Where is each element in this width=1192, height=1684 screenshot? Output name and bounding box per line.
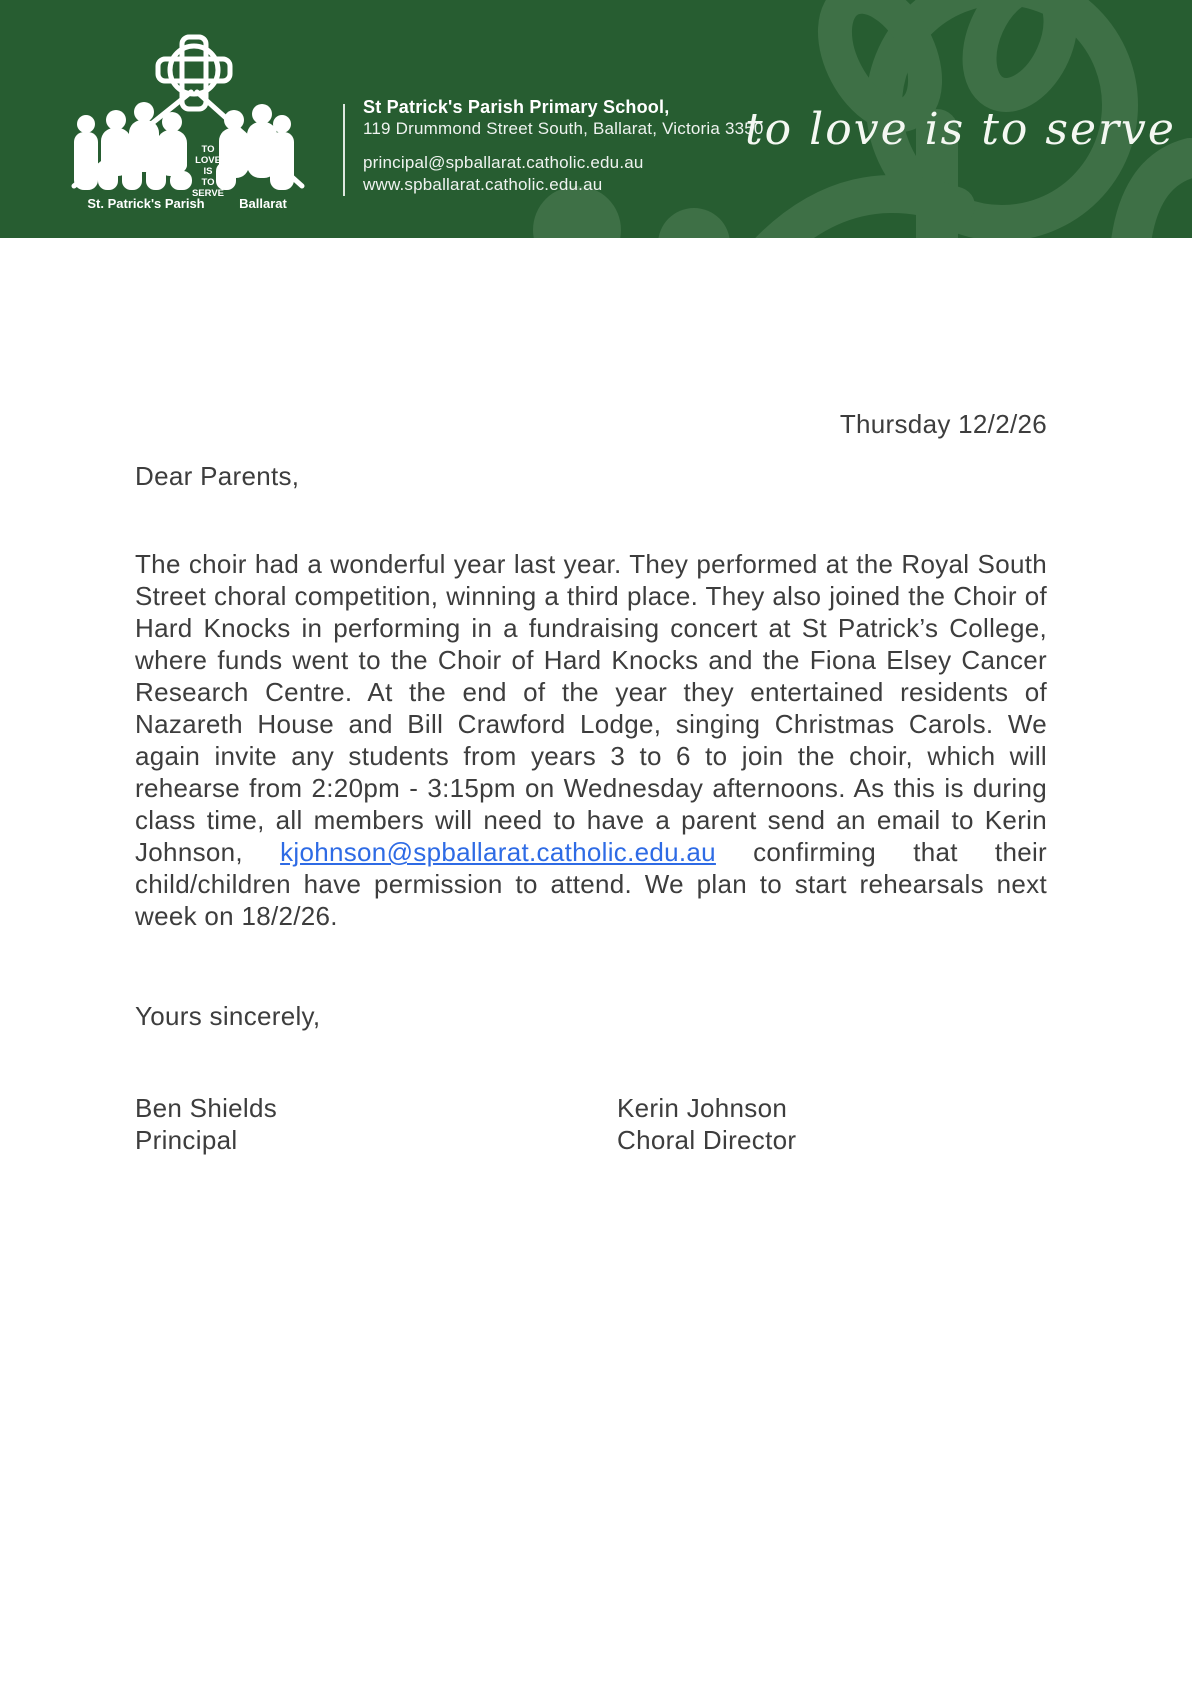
signature-name: Kerin Johnson <box>617 1093 788 1123</box>
logo-motto-line: TO <box>201 177 215 188</box>
signature-title: Choral Director <box>617 1125 797 1155</box>
family-figures-icon <box>74 102 294 190</box>
school-address: 119 Drummond Street South, Ballarat, Victoria 3350 <box>363 119 764 138</box>
school-motto-script: to love is to serve <box>745 104 1176 155</box>
letter-date: Thursday 12/2/26 <box>839 409 1047 439</box>
school-website: www.spballarat.catholic.edu.au <box>363 175 603 194</box>
signature-name: Ben Shields <box>135 1093 278 1123</box>
greeting: Dear Parents, <box>135 461 300 491</box>
school-name: St Patrick's Parish Primary School, <box>363 97 670 117</box>
signature-block <box>135 1092 1047 1156</box>
logo-motto-line: SERVE <box>191 188 225 199</box>
school-logo <box>58 34 308 212</box>
logo-motto-line: LOVE <box>195 155 221 166</box>
logo-caption-parish: St. Patrick's Parish <box>87 196 205 211</box>
school-email: principal@spballarat.catholic.edu.au <box>363 153 644 172</box>
closing: Yours sincerely, <box>135 1001 321 1031</box>
body-text-before-link: The choir had a wonderful year last year. They performed at the Royal South Street choral competition, winning a third place. They also joined the Choir of Hard Knocks in performing in a fundraising concert at St Patrick’s College, where funds went to the Choir of Hard Knocks and the Fiona Elsey Cancer Research Centre. At the end of the year they entertained residents of Nazareth House and Bill Crawford Lodge, singing Christmas Carols. We again invite any students from years 3 to 6 to join the choir, which will rehearse from 2:20pm - 3:15pm on Wednesday afternoons. As this is during class time, all members will need to have a parent send an email to Kerin Johnson, <box>135 549 1047 867</box>
letterhead-banner <box>0 0 1192 238</box>
header-divider <box>343 104 345 196</box>
signature-principal <box>135 1092 617 1156</box>
school-info-block <box>363 96 764 196</box>
letter-content <box>0 408 1192 1156</box>
letter-body <box>135 548 1047 932</box>
parish-logo-graphic <box>58 34 308 212</box>
body-text-after-link: confirming that their child/children have permission to attend. We plan to start rehearsals next week on 18/2/26. <box>135 837 1047 931</box>
logo-caption-city: Ballarat <box>239 196 287 211</box>
logo-motto-line: IS <box>203 166 213 177</box>
signature-choral-director <box>617 1092 796 1156</box>
signature-title: Principal <box>135 1125 238 1155</box>
logo-motto-line: TO <box>201 144 215 155</box>
choir-email-link[interactable]: kjohnson@spballarat.catholic.edu.au <box>280 837 716 867</box>
celtic-cross-icon <box>158 37 230 109</box>
spacer <box>363 140 764 152</box>
